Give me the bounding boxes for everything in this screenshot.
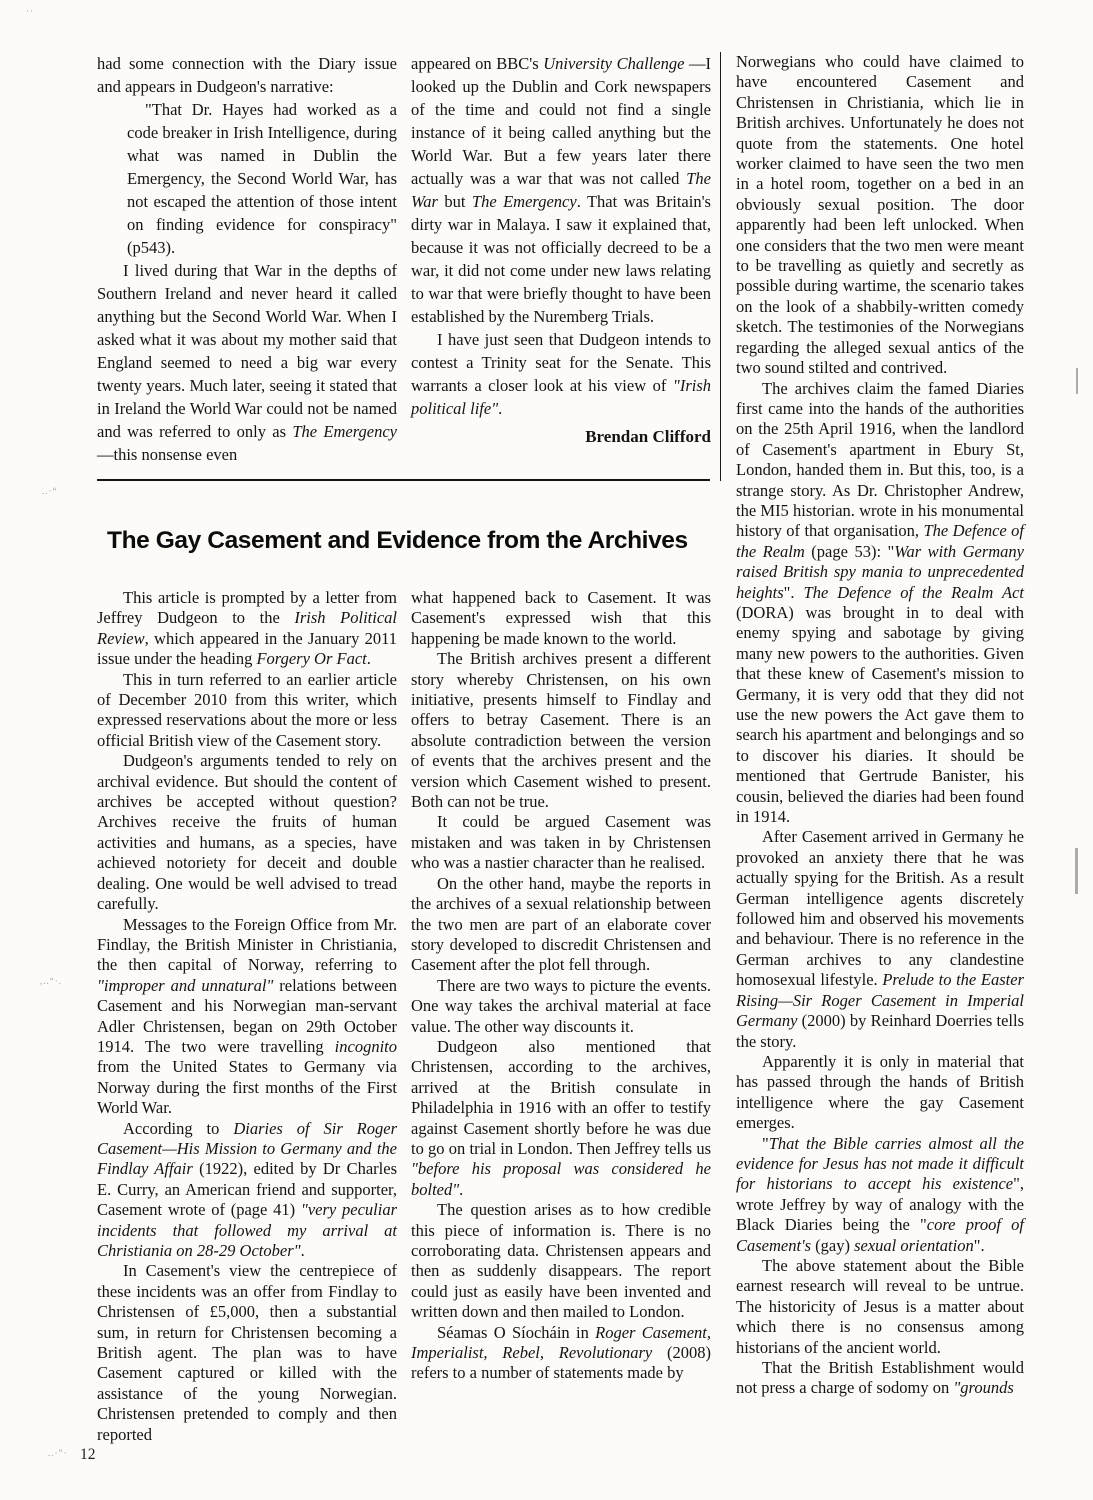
body-paragraph: After Casement arrived in Germany he provoked an anxiety there that he was actually spying for the British. As a result German intelligence agents discretely followed him and observed his movements and behaviour. There is no reference in the German archives to any clandestine homosexual lifestyle. Prelude to the Easter Rising—Sir Roger Casement in Imperial Germany (2000) by Reinhard Doerries tells the story. (736, 827, 1024, 1051)
body-paragraph: Dudgeon's arguments tended to rely on archival evidence. But should the content of archives be accepted without question? Archives receive the fruits of human activities and humans, as a species, have achieved notoriety for deceit and double dealing. One would be well advised to tread carefully. (97, 751, 397, 914)
body-paragraph: Norwegians who could have claimed to have encountered Casement and Christensen in Christiania, which lie in British archives. Unfortunately he does not quote from the statements. One hotel worker claimed to have seen the two men in a hotel room, together on a bed in an obviously sexual position. The door apparently had been left unlocked. When one considers that the two men were meant to be travelling as quietly and secretly as possible during wartime, the scenario takes on the look of a shabbily-written comedy sketch. The testimonies of the Norwegians regarding the alleged sexual antics of the two sound stilted and contrived. (736, 52, 1024, 378)
body-paragraph: This in turn referred to an earlier article of December 2010 from this writer, which expressed reservations about the more or less official British view of the Casement story. (97, 669, 397, 750)
scan-artifact (1076, 368, 1078, 394)
quote-paragraph: "That Dr. Hayes had worked as a code breaker in Irish Intelligence, during what was named in Dublin the Emergency, the Second World War, has not escaped the attention of those intent on finding evidence for conspiracy" (p543). (127, 100, 397, 257)
scan-artifact (1075, 848, 1078, 894)
body-paragraph: In Casement's view the centrepiece of these incidents was an offer from Findlay to Christensen of £5,000, then a substantial sum, in return for Christensen becoming a British agent. The plan was to have Casement captured or killed with the assistance of the young Norwegian. Christensen pretended to comply and then reported (97, 1261, 397, 1444)
left-area (97, 52, 721, 1445)
section-divider-rule (97, 479, 710, 481)
byline-paragraph: Brendan Clifford (585, 427, 711, 446)
body-paragraph: I lived during that War in the depths of Southern Ireland and never heard it called anything but the Second World War. When I asked what it was about my mother said that England seemed to need a big war every twenty years. Much later, seeing it stated that in Ireland the World War could not be named and was referred to only as The Emergency—this nonsense even (97, 261, 397, 464)
scan-artifact: ..·“ (42, 486, 58, 496)
body-paragraph: "That the Bible carries almost all the evidence for Jesus has not made it difficult for historians to accept his existence", wrote Jeffrey by way of analogy with the Black Diaries being the "core proof of Casement's (gay) sexual orientation". (736, 1133, 1025, 1255)
scan-artifact: ,..“·. (40, 976, 62, 986)
body-paragraph: Dudgeon also mentioned that Christensen, according to the archives, arrived at the British consulate in Philadelphia in 1916 with an offer to testify against Casement shortly before he was due to go on trial in London. Then Jeffrey tells us "before his proposal was considered he bolted". (411, 1036, 711, 1199)
body-paragraph: had some connection with the Diary issue and appears in Dudgeon's narrative: (97, 54, 397, 96)
main-article-column-2 (411, 588, 711, 1445)
body-paragraph: The archives claim the famed Diaries first came into the hands of the authorities on the 25th April 1916, when the landlord of Casement's apartment in Ebury St, London, handed them in. But this, too, is a strange story. As Dr. Christopher Andrew, the MI5 historian. wrote in his monumental history of that organisation, The Defence of the Realm (page 53): "War with Germany raised British spy mania to unprecedented heights". The Defence of the Realm Act (DORA) was brought in to deal with enemy spying and sabotage by giving many new powers to the authorities. Given that these knew of Casement's mission to Germany, it is very odd that they did not use the new powers the Act gave them to search his apartment and belongings and so to discover his diaries. It should be mentioned that Gertrude Banister, his cousin, believed the diaries had been found in 1914. (736, 378, 1024, 827)
article-title: The Gay Casement and Evidence from the Archives (107, 527, 688, 554)
main-article-column-1 (97, 588, 397, 1445)
body-paragraph: appeared on BBC's University Challenge —I looked up the Dublin and Cork newspapers of the time and could not find a single instance of it being called anything but the World War. But a few years later there actually was a war that was not called The War but The Emergency. That was Britain's dirty war in Malaya. I saw it explained that, because it was not officially decreed to be a war, it did not come under new laws relating to war that were briefly thought to have been established by the Nuremberg Trials. (411, 54, 711, 326)
body-paragraph: what happened back to Casement. It was Casement's expressed wish that this happening be made known to the world. (411, 588, 711, 648)
body-paragraph: I have just seen that Dudgeon intends to contest a Trinity seat for the Senate. This warrants a closer look at his view of "Irish political life". (411, 330, 711, 418)
top-article-continuation (97, 52, 721, 481)
body-paragraph: Messages to the Foreign Office from Mr. Findlay, the British Minister in Christiania, the then capital of Norway, referring to "improper and unnatural" relations between Casement and his Norwegian man-servant Adler Christensen, began on 29th October 1914. The two were travelling incognito from the United States to Germany via Norway during the first months of the First World War. (97, 914, 397, 1118)
body-paragraph: The British archives present a different story whereby Christensen, on his own initiative, presents himself to Findlay and offers to betray Casement. There is an absolute contradiction between the version of events that the archives present and the version which Casement wished to present. Both can not be true. (411, 649, 711, 812)
body-paragraph: According to Diaries of Sir Roger Casement—His Mission to Germany and the Findlay Affair (1922), edited by Dr Charles E. Curry, an American friend and supporter, Casement wrote of (page 41) "very peculiar incidents that followed my arrival at Christiania on 28-29 October". (97, 1118, 398, 1260)
scan-artifact: ·· (26, 6, 34, 16)
top-article-column-2 (411, 52, 711, 466)
scan-artifact: ..·”· (48, 1448, 68, 1458)
body-paragraph: Séamas O Síocháin in Roger Casement, Imperialist, Rebel, Revolutionary (2008) refers to a number of statements made by (411, 1322, 711, 1383)
main-article (97, 588, 721, 1445)
right-column (736, 52, 1024, 1399)
body-paragraph: Apparently it is only in material that has passed through the hands of British intelligence where the gay Casement emerges. (736, 1051, 1024, 1133)
top-article-column-1 (97, 52, 397, 466)
body-paragraph: On the other hand, maybe the reports in the archives of a sexual relationship between the two men are part of an elaborate cover story developed to discredit Christensen and Casement after the plot fell through. (411, 873, 711, 975)
body-paragraph: The question arises as to how credible this piece of information is. There is no corroborating data. Christensen appears and then as suddenly disappears. The report could just as easily have been invented and written down and then mailed to London. (411, 1200, 711, 1322)
body-paragraph: The above statement about the Bible earnest research will reveal to be untrue. The historicity of Jesus is a matter about which there is no consensus among historians of the ancient world. (736, 1255, 1024, 1357)
body-paragraph: There are two ways to picture the events. One way takes the archival material at face value. The other way discounts it. (411, 975, 711, 1036)
body-paragraph: It could be argued Casement was mistaken and was taken in by Christensen who was a nastier character than he realised. (411, 812, 711, 873)
body-paragraph: That the British Establishment would not press a charge of sodomy on "grounds (736, 1358, 1024, 1398)
page-number: 12 (80, 1446, 96, 1463)
body-paragraph: This article is prompted by a letter from Jeffrey Dudgeon to the Irish Political Review, which appeared in the January 2011 issue under the heading Forgery Or Fact. (97, 588, 397, 669)
